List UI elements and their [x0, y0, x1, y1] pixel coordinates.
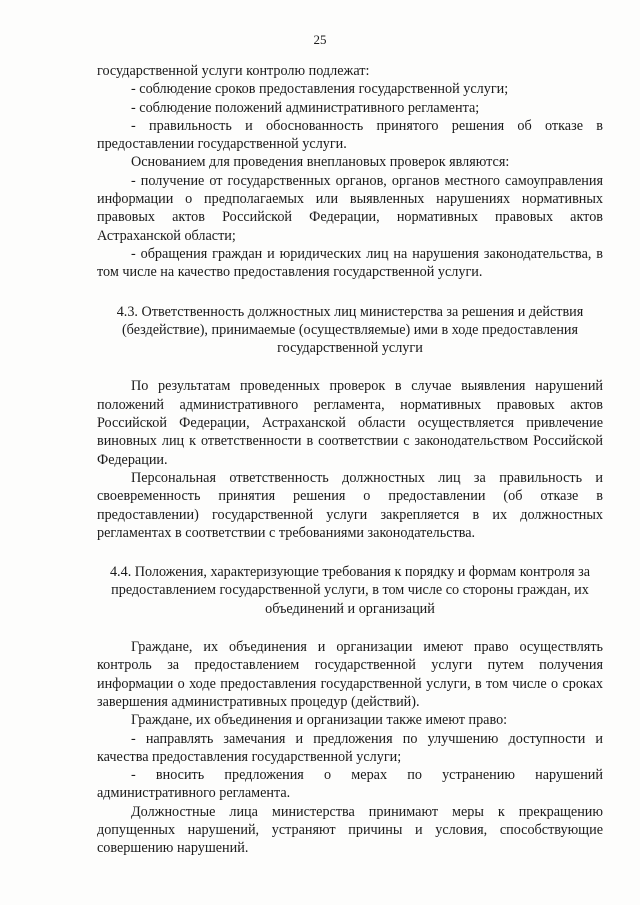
list-item: - вносить предложения о мерах по устранению нарушений административного регламента.	[97, 767, 603, 802]
paragraph: Основанием для проведения внеплановых проверок являются:	[131, 154, 510, 171]
list-item: - соблюдение положений административного регламента;	[131, 99, 480, 116]
paragraph: Должностные лица министерства принимают меры к прекращению допущенных нарушений, устраняют причины и условия, способствующие совершению нарушений.	[97, 803, 603, 857]
section-heading-4-4: 4.4. Положения, характеризующие требования к порядку и формам контроля за предоставлением государственной услуги, в том числе со стороны граждан, их объединений и организаций	[109, 564, 591, 617]
list-item: - правильность и обоснованность принятого решения об отказе в предоставлении государственной услуги.	[97, 117, 603, 153]
list-item: - получение от государственных органов, органов местного самоуправления информации о предполагаемых или выявленных нарушениях нормативных правовых актов Российской Федерации, нормативных правовых актов Астраханской области;	[97, 172, 603, 244]
paragraph: По результатам проведенных проверок в случае выявления нарушений положений административного регламента, нормативных правовых актов Российской Федерации, Астраханской области осуществляется привлечение виновных лиц к ответственности в соответствии с законодательством Российской Федерации.	[97, 378, 603, 468]
paragraph: Граждане, их объединения и организации также имеют право:	[131, 712, 508, 729]
spacer	[97, 618, 603, 638]
paragraph: Персональная ответственность должностных лиц за правильность и своевременность принятия решения о предоставлении (об отказе в предоставлении) государственной услуги закрепляется в их должностных регламентах в соответствии с требованиями законодательства.	[97, 469, 603, 541]
spacer	[97, 542, 603, 563]
paragraph: государственной услуги контролю подлежат:	[97, 63, 370, 79]
list-item: - соблюдение сроков предоставления государственной услуги;	[131, 81, 509, 98]
page-number: 25	[313, 32, 327, 47]
section-heading-4-3: 4.3. Ответственность должностных лиц министерства за решения и действия (бездействие), принимаемые (осуществляемые) ими в ходе предоставления государственной услуги	[116, 303, 584, 357]
list-item: - направлять замечания и предложения по улучшению доступности и качества предоставления государственной услуги;	[97, 730, 603, 765]
paragraph: Граждане, их объединения и организации имеют право осуществлять контроль за предоставлением государственной услуги путем получения информации о ходе предоставления государственной услуги, в том числе о сроках завершения административных процедур (действий).	[97, 639, 603, 710]
spacer	[97, 357, 603, 377]
list-item: - обращения граждан и юридических лиц на нарушения законодательства, в том числе на качество предоставления государственной услуги.	[97, 245, 603, 281]
document-body	[97, 62, 603, 858]
spacer	[97, 282, 603, 303]
